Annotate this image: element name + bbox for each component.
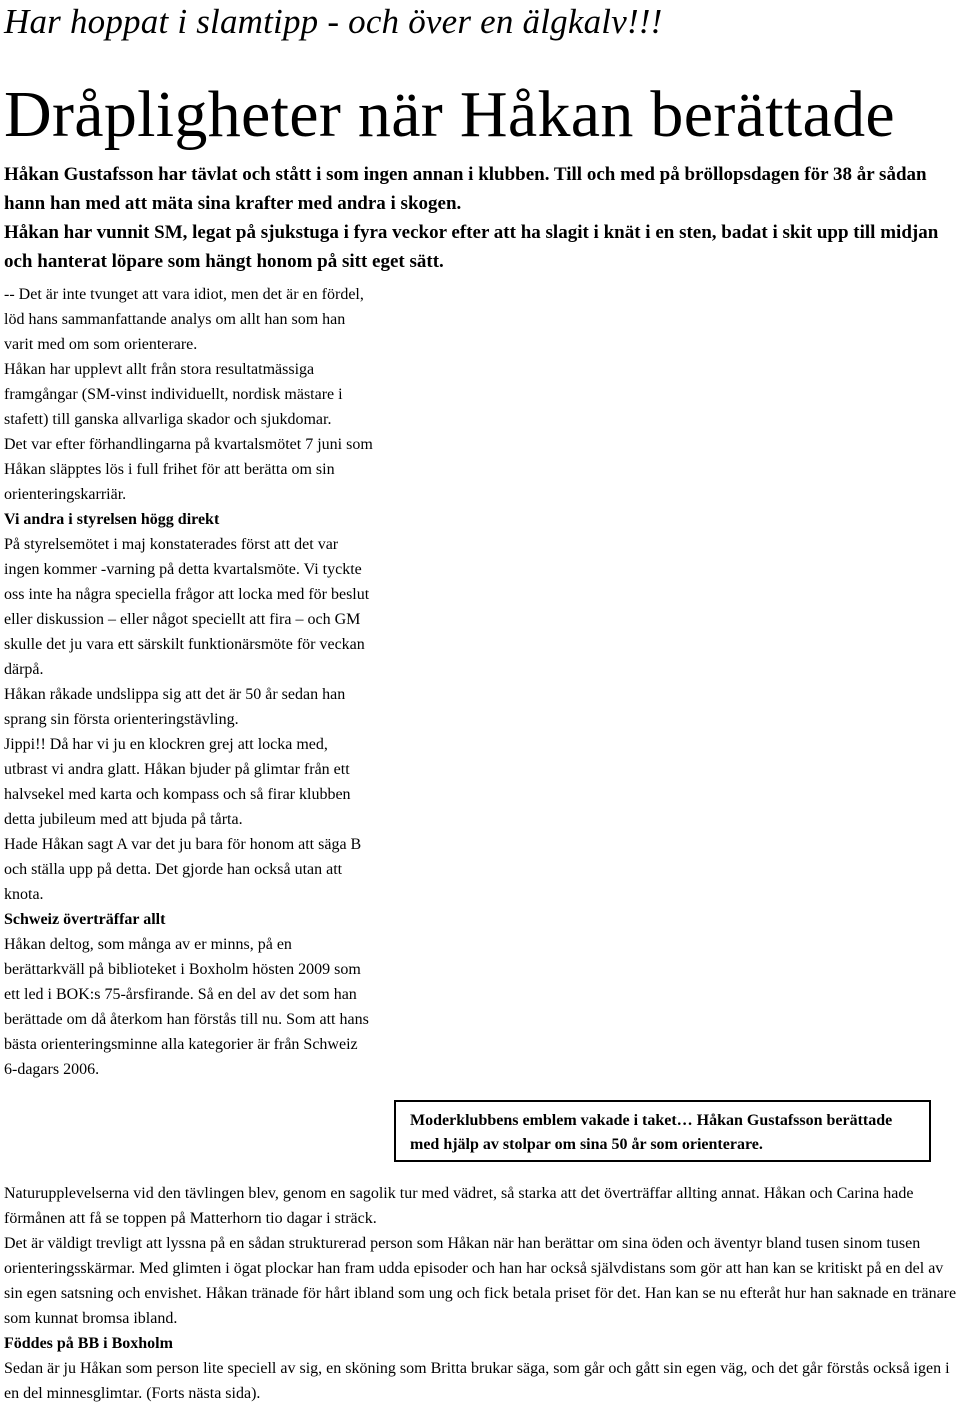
- body-paragraph: -- Det är inte tvunget att vara idiot, men det är en fördel, löd hans sammanfattande analys om allt han som han varit med om som orienterare.: [4, 286, 364, 353]
- subheading: Vi andra i styrelsen högg direkt: [4, 511, 220, 528]
- article-column: [4, 282, 374, 1082]
- body-paragraph: Hade Håkan sagt A var det ju bara för honom att säga B och ställa upp på detta. Det gjorde han också utan att knota.: [4, 836, 362, 903]
- photo-caption: Moderklubbens emblem vakade i taket… Håkan Gustafsson berättade med hjälp av stolpar om sina 50 år som orienterare.: [394, 1100, 931, 1162]
- body-paragraph: På styrelsemötet i maj konstaterades först att det var ingen kommer -varning på detta kvartalsmöte. Vi tyckte oss inte ha några speciella frågor att locka med för beslut eller diskussion – eller något speciellt att fira – och GM skulle det ju vara ett särskilt funktionärsmöte för veckan därpå.: [4, 536, 370, 678]
- kicker: Har hoppat i slamtipp - och över en älgkalv!!!: [4, 2, 663, 41]
- body-paragraph: Håkan deltog, som många av er minns, på en berättarkväll på biblioteket i Boxholm hösten 2009 som ett led i BOK:s 75-årsfirande. Så en del av det som han berättade om då återkom han förstås till nu. Som att hans bästa orienteringsminne alla kategorier är från Schweiz 6-dagars 2006.: [4, 936, 369, 1078]
- page-title: Dråpligheter när Håkan berättade: [4, 78, 895, 151]
- body-paragraph: Naturupplevelserna vid den tävlingen blev, genom en sagolik tur med vädret, så starka att det överträffar allting annat. Håkan och Carina hade förmånen att få se toppen på Matterhorn tio dagar i sträck.: [4, 1185, 914, 1227]
- body-paragraph: Håkan har upplevt allt från stora resultatmässiga framgångar (SM-vinst individuellt, nordisk mästare i stafett) till ganska allvarliga skador och sjukdomar.: [4, 361, 343, 428]
- ingress: [4, 160, 959, 276]
- body-paragraph: Det är väldigt trevligt att lyssna på en sådan strukturerad person som Håkan när han berättar om sina öden och äventyr bland tusen sinom tusen orienteringsskärmar. Med glimten i ögat plockar han fram udda episoder och han har också självdistans som gör att han kan se kritiskt på en del av sin egen satsning och envishet. Håkan tränade för hårt ibland som ung och fick betala priset för det. Han kan se nu efteråt hur han saknade en tränare som kunnat bromsa ibland.: [4, 1235, 957, 1327]
- body-paragraph: Håkan råkade undslippa sig att det är 50 år sedan han sprang sin första orienteringstävling.: [4, 686, 346, 728]
- body-paragraph: Det var efter förhandlingarna på kvartalsmötet 7 juni som Håkan släpptes lös i full frihet för att berätta om sin orienteringskarriär.: [4, 436, 373, 503]
- subheading: Schweiz överträffar allt: [4, 911, 166, 928]
- article-continuation: [4, 1181, 959, 1406]
- ingress-paragraph: Håkan har vunnit SM, legat på sjukstuga i fyra veckor efter att ha slagit i knät i en sten, badat i skit upp till midjan och hanterat löpare som hängt honom på sitt eget sätt.: [4, 222, 939, 272]
- body-paragraph: Jippi!! Då har vi ju en klockren grej att locka med, utbrast vi andra glatt. Håkan bjuder på glimtar från ett halvsekel med karta och kompass och så firar klubben detta jubileum med att bjuda på tårta.: [4, 736, 351, 828]
- body-paragraph: Sedan är ju Håkan som person lite speciell av sig, en sköning som Britta brukar säga, som går och gått sin egen väg, och det går förstås också igen i en del minnesglimtar. (Forts nästa sida).: [4, 1360, 950, 1402]
- ingress-paragraph: Håkan Gustafsson har tävlat och stått i som ingen annan i klubben. Till och med på bröllopsdagen för 38 år sådan hann han med att mäta sina krafter med andra i skogen.: [4, 164, 927, 214]
- subheading: Föddes på BB i Boxholm: [4, 1335, 173, 1352]
